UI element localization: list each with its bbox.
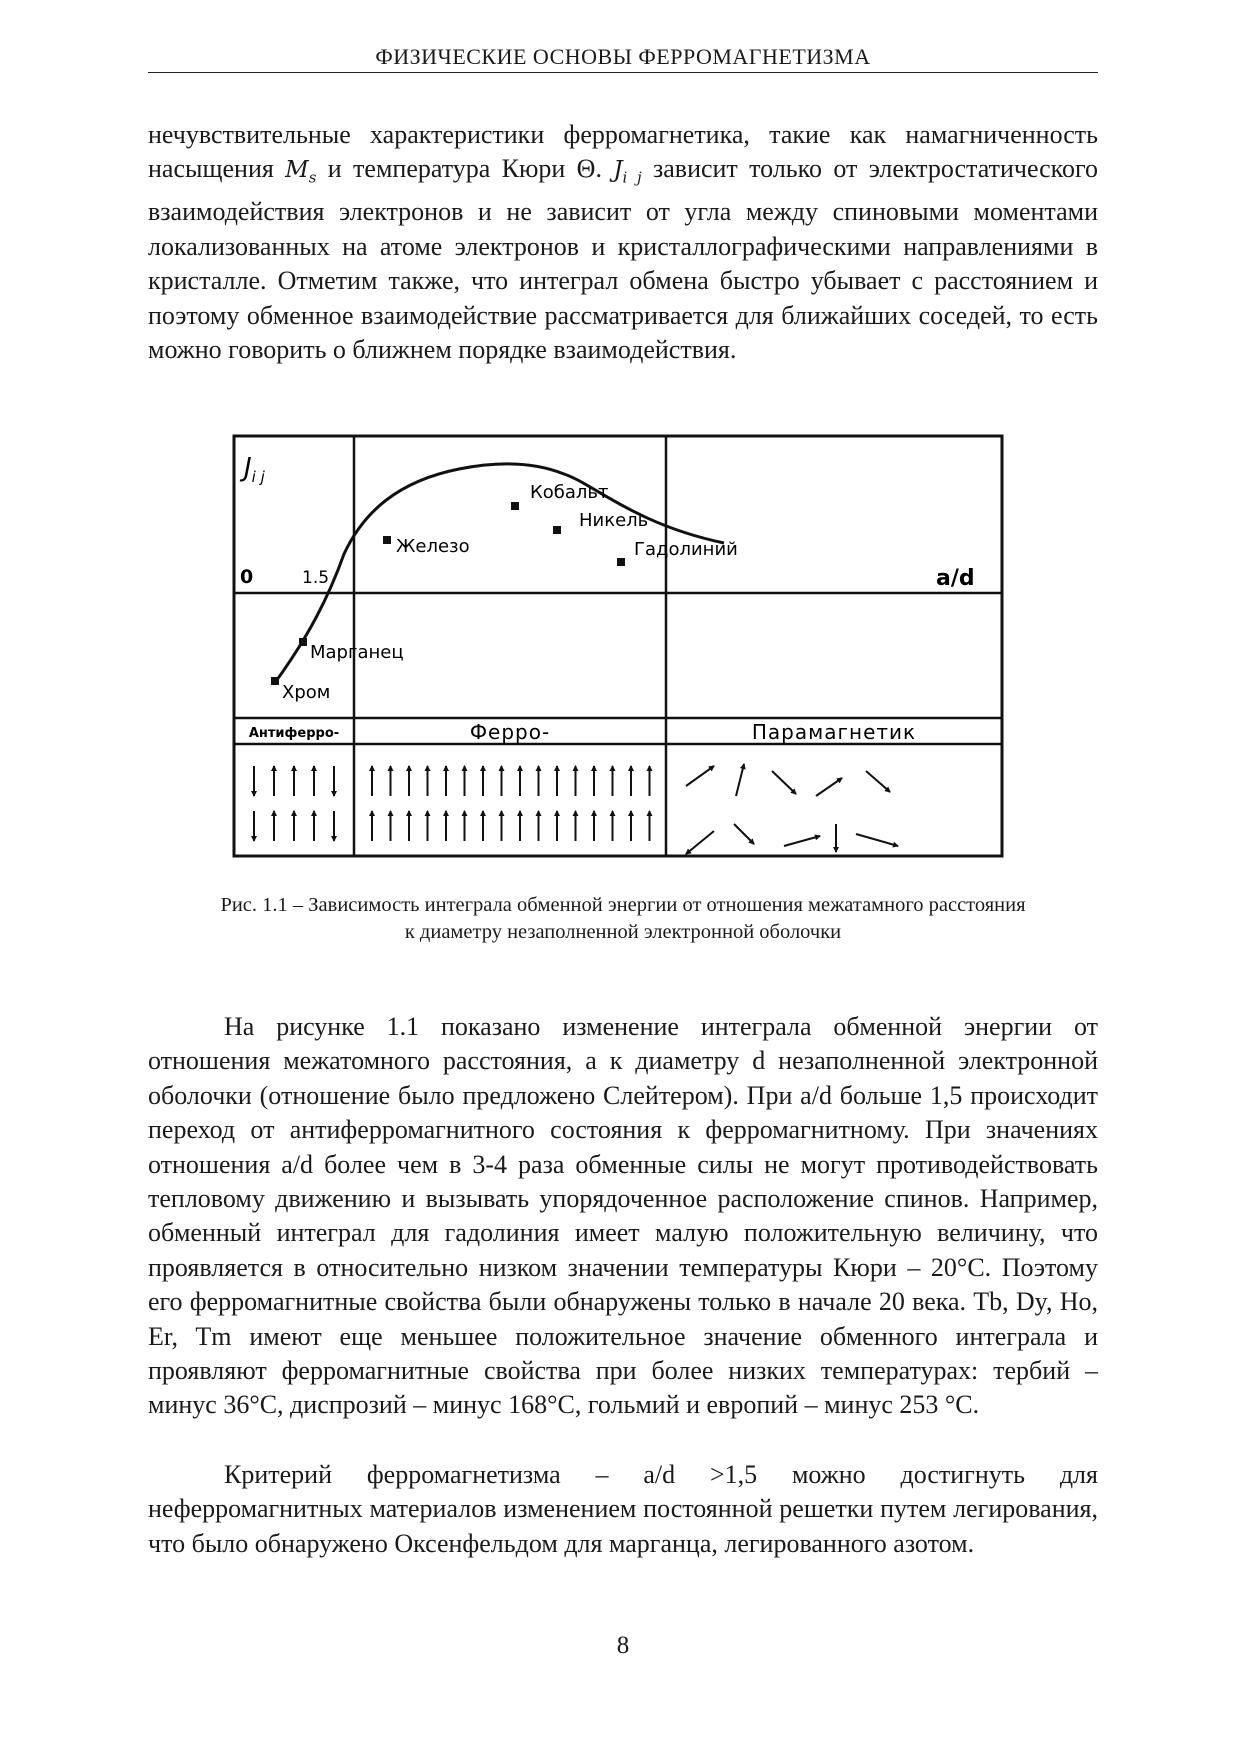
paragraph-3: Критерий ферромагнетизма – a/d >1,5 можно достигнуть для неферромагнитных материалов изменением постоянной решетки путем легирования, что было обнаружено Оксенфельдом для марганца, легированного азотом. [148,1460,1098,1558]
running-header: ФИЗИЧЕСКИЕ ОСНОВЫ ФЕРРОМАГНЕТИЗМА [148,44,1098,73]
x-mark-label: 1.5 [302,568,330,588]
gadolinium-point [617,558,625,566]
y-axis-label: $J_{i j}$ [244,453,265,486]
caption-line-2: к диаметру незаполненной электронной оболочки [404,921,842,943]
paragraph-1-part-c: зависит только от электростатического взаимодействия электронов и не зависит от угла между спиновыми моментами локализованных на атоме электронов и кристаллографическими направлениями в кристалле. Отметим также, что интеграл обмена быстро убывает с расстоянием и поэтому обменное взаимодействие рассматривается для ближайших соседей, то есть можно говорить о ближнем порядке взаимодействия. [148,154,1099,365]
manganese-point [299,638,307,646]
paragraph-1-part-b: и температура Кюри Θ. [316,154,614,184]
iron-label: Железо [396,536,470,557]
nickel-label: Никель [579,510,649,531]
spin-random-arrow [686,766,714,786]
cobalt-label: Кобальт [530,482,609,503]
caption-line-1: Рис. 1.1 – Зависимость интеграла обменной энергии от отношения межатамного расстояния [220,894,1026,916]
spin-random-arrow [736,764,744,796]
paragraph-1-part-a: нечувствительные характеристики ферромагнетика, такие как намагниченность насыщения [148,120,1098,184]
ferro-label: Ферро- [469,720,551,744]
para-spin-arrows [686,764,898,854]
nickel-point [553,526,561,534]
para-label: Парамагнетик [751,720,917,744]
spin-random-arrow [784,836,820,846]
origin-label: 0 [240,566,254,588]
manganese-label: Марганец [310,642,404,663]
gadolinium-label: Гадолиний [634,539,738,560]
page-number: 8 [616,1632,630,1659]
paragraph-2: На рисунке 1.1 показано изменение интеграла обменной энергии от отношения межатомного расстояния, а к диаметру d незаполненной электронной оболочки (отношение было предложено Слейтером). При a/d больше 1,5 происходит переход от антиферромагнитного состояния к ферромагнитному. При значениях отношения a/d более чем в 3-4 раза обменные силы не могут противодействовать тепловому движению и вызывать упорядоченное расположение спинов. Например, обменный интеграл для гадолиния имеет малую положительную величину, что проявляется в относительно низком значении температуры Кюри – 20°С. Поэтому его ферромагнитные свойства были обнаружены только в начале 20 века. Tb, Dy, Ho, Er, Tm имеют еще меньшее положительное значение обменного интеграла и проявляют ферромагнитные свойства при более низких температурах: тербий – минус 36°С, диспрозий – минус 168°С, гольмий и европий – минус 253 °С. [148,1012,1098,1420]
chromium-point [271,677,279,685]
spin-random-arrow [686,831,714,854]
cobalt-point [511,502,519,510]
spin-random-arrow [816,778,842,796]
ms-symbol: $M_s$ [285,157,317,187]
ferro-spin-arrows [372,766,650,841]
antiferro-spin-arrows [254,766,334,841]
figure-caption [148,892,1098,946]
spin-random-arrow [734,824,754,844]
figure-1-1 [224,426,1012,866]
antiferro-label: Антиферро- [248,726,340,741]
spin-random-arrow [856,834,898,846]
paragraph-1 [148,118,1098,367]
spin-random-arrow [772,771,796,794]
spin-random-arrow [866,771,890,792]
iron-point [383,536,391,544]
exchange-integral-diagram [224,426,1012,866]
jij-symbol: $J_{i j}$ [613,157,642,187]
chromium-label: Хром [282,682,331,703]
x-axis-label: a/d [936,566,975,591]
